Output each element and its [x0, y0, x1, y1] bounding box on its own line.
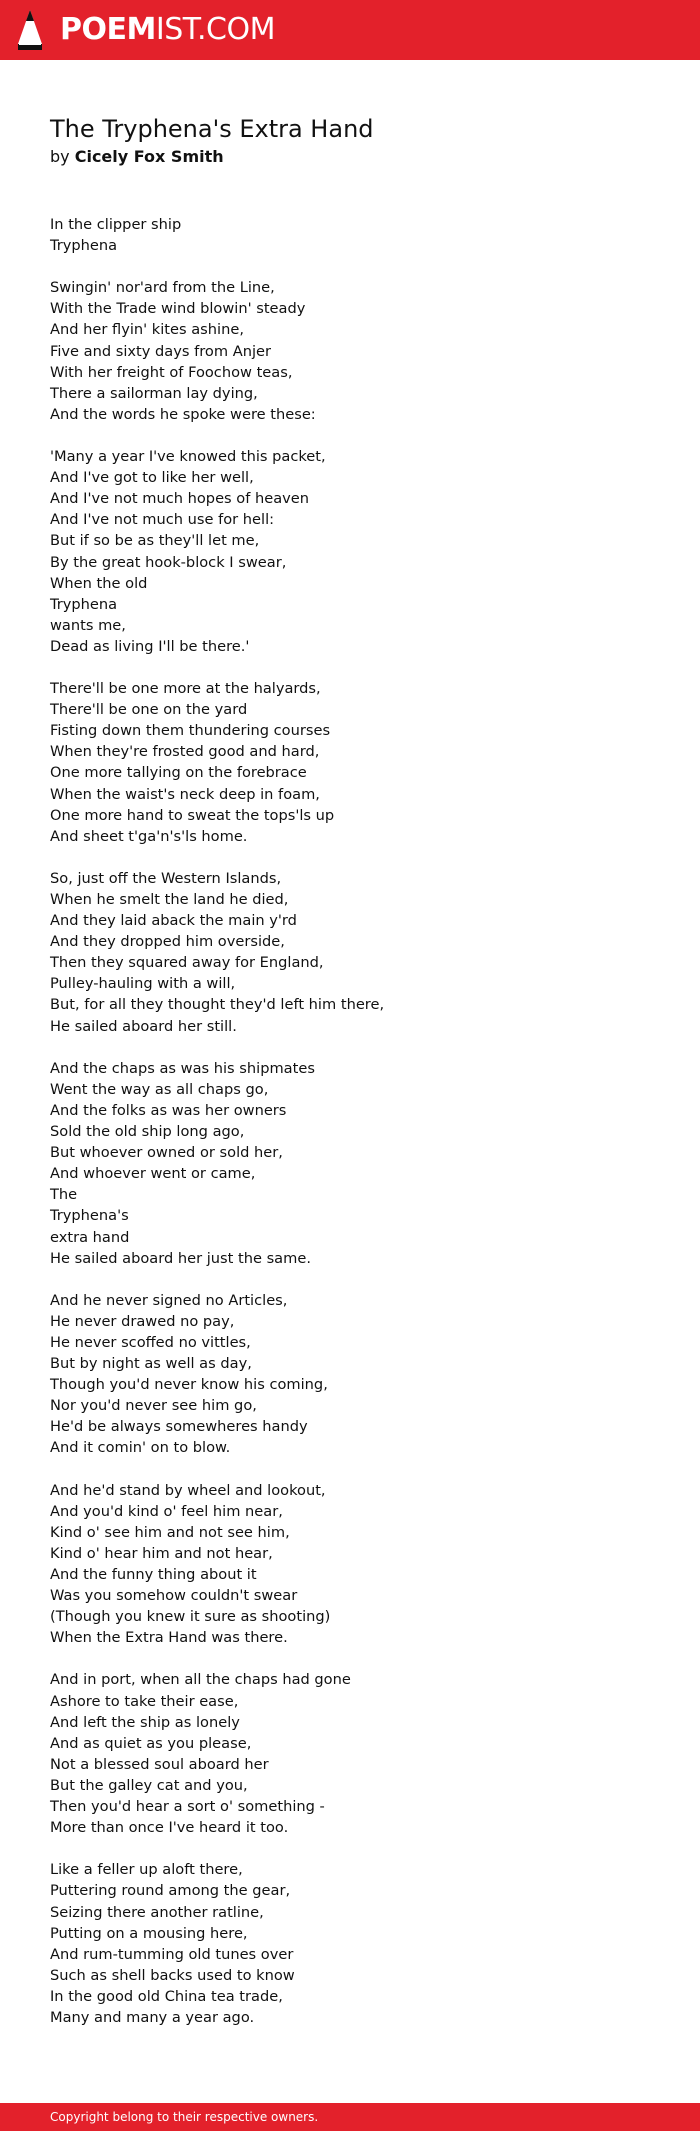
poem-line: He sailed aboard her still. — [50, 1017, 237, 1035]
poem-title: The Tryphena's Extra Hand — [50, 115, 374, 143]
poem-line: And her flyin' kites ashine, — [50, 321, 244, 339]
poem-line: Such as shell backs used to know — [50, 1966, 295, 1984]
poem-stanza — [50, 1058, 650, 1269]
poem-line: And as quiet as you please, — [50, 1734, 252, 1752]
poem-line: When the waist's neck deep in foam, — [50, 785, 320, 803]
poem-stanza — [50, 277, 650, 425]
poem-stanza — [50, 1290, 650, 1459]
poem-line: And I've got to like her well, — [50, 469, 254, 487]
poem-line: But if so be as they'll let me, — [50, 532, 260, 550]
poem-line: And I've not much use for hell: — [50, 511, 275, 529]
poem-stanza — [50, 678, 650, 847]
poem-line: He'd be always somewheres handy — [50, 1418, 308, 1436]
poem-line: Swingin' nor'ard from the Line, — [50, 279, 275, 297]
poem-line: One more tallying on the forebrace — [50, 764, 307, 782]
poem-line: Dead as living I'll be there.' — [50, 637, 250, 655]
poem-line: With her freight of Foochow teas, — [50, 363, 293, 381]
poem-line: And I've not much hopes of heaven — [50, 490, 310, 508]
poem-line: 'Many a year I've knowed this packet, — [50, 448, 326, 466]
poem-line: By the great hook-block I swear, — [50, 553, 287, 571]
poem-line: He never scoffed no vittles, — [50, 1333, 251, 1351]
logo-bold-text: POEM — [60, 12, 156, 47]
author-name[interactable]: Cicely Fox Smith — [74, 147, 224, 166]
poem-line: wants me, — [50, 616, 126, 634]
poem-line: But whoever owned or sold her, — [50, 1144, 283, 1162]
poem-line: Puttering round among the gear, — [50, 1882, 291, 1900]
byline — [50, 146, 650, 168]
poem-line: When the old — [50, 574, 148, 592]
poem-line: And left the ship as lonely — [50, 1713, 240, 1731]
poem-stanza — [50, 1859, 650, 2028]
poem-line: But by night as well as day, — [50, 1355, 252, 1373]
poem-line: And he'd stand by wheel and lookout, — [50, 1481, 326, 1499]
poem-line: Tryphena's — [50, 1207, 129, 1225]
poem-line: And in port, when all the chaps had gone — [50, 1671, 351, 1689]
poem-line: extra hand — [50, 1228, 130, 1246]
poem-line: There a sailorman lay dying, — [50, 384, 258, 402]
by-label: by — [50, 147, 70, 166]
site-logo[interactable] — [60, 14, 275, 46]
site-header — [0, 0, 700, 60]
poem-line: Though you'd never know his coming, — [50, 1376, 328, 1394]
poem-line: In the clipper ship — [50, 216, 182, 233]
poem-line: There'll be one on the yard — [50, 701, 248, 719]
poem-line: Then they squared away for England, — [50, 954, 324, 972]
poem-line: And sheet t'ga'n's'ls home. — [50, 827, 248, 845]
poem-line: Tryphena — [50, 595, 118, 613]
poem-stanza — [50, 1669, 650, 1838]
poem-line: And he never signed no Articles, — [50, 1291, 288, 1309]
poem-line: Pulley-hauling with a will, — [50, 975, 236, 993]
poem-line: But, for all they thought they'd left him there, — [50, 996, 385, 1014]
poem-stanza — [50, 446, 650, 657]
poem-line: One more hand to sweat the tops'ls up — [50, 806, 335, 824]
poem-line: With the Trade wind blowin' steady — [50, 300, 306, 318]
poem-line: And the folks as was her owners — [50, 1101, 287, 1119]
poem-line: Like a feller up aloft there, — [50, 1861, 243, 1879]
poem-line: And it comin' on to blow. — [50, 1439, 231, 1457]
copyright-text: Copyright belong to their respective owners. — [50, 2110, 319, 2124]
logo-light-text: IST.COM — [155, 12, 275, 47]
poem-line: And the funny thing about it — [50, 1566, 257, 1583]
poem-body — [50, 214, 650, 2028]
poem-line: When the Extra Hand was there. — [50, 1629, 288, 1647]
poem-line: When they're frosted good and hard, — [50, 743, 320, 761]
poem-line: Went the way as all chaps go, — [50, 1080, 269, 1098]
poem-line: Putting on a mousing here, — [50, 1924, 248, 1942]
poem-line: Kind o' see him and not see him, — [50, 1523, 290, 1541]
poem-stanza — [50, 214, 650, 256]
poem-stanza — [50, 1480, 650, 1649]
poem-line: Many and many a year ago. — [50, 2008, 255, 2026]
poem-line: Sold the old ship long ago, — [50, 1123, 245, 1141]
poem-line: Ashore to take their ease, — [50, 1692, 239, 1710]
poem-line: And the chaps as was his shipmates — [50, 1059, 315, 1077]
poem-line: There'll be one more at the halyards, — [50, 680, 321, 698]
poem-container — [50, 112, 650, 2049]
site-footer — [0, 2103, 700, 2131]
poem-line: Five and sixty days from Anjer — [50, 342, 271, 360]
poem-line: He sailed aboard her just the same. — [50, 1249, 311, 1267]
poem-line: In the good old China tea trade, — [50, 1987, 283, 2005]
poem-line: And the words he spoke were these: — [50, 405, 316, 423]
poem-line: The — [50, 1186, 78, 1204]
poem-line: And rum-tumming old tunes over — [50, 1945, 294, 1963]
poem-line: Kind o' hear him and not hear, — [50, 1544, 273, 1562]
pencil-tip-icon[interactable] — [17, 10, 43, 50]
poem-line: He never drawed no pay, — [50, 1312, 235, 1330]
poem-line: And you'd kind o' feel him near, — [50, 1502, 283, 1520]
poem-line: Not a blessed soul aboard her — [50, 1755, 269, 1773]
poem-stanza — [50, 868, 650, 1037]
poem-line: Tryphena — [50, 237, 118, 255]
poem-line: Fisting down them thundering courses — [50, 722, 331, 740]
poem-line: And whoever went or came, — [50, 1165, 256, 1183]
poem-line: And they laid aback the main y'rd — [50, 912, 297, 930]
poem-line: When he smelt the land he died, — [50, 891, 289, 908]
poem-line: More than once I've heard it too. — [50, 1819, 289, 1837]
poem-line: So, just off the Western Islands, — [50, 869, 282, 887]
poem-line: And they dropped him overside, — [50, 933, 285, 951]
poem-line: Was you somehow couldn't swear — [50, 1587, 298, 1605]
poem-line: Then you'd hear a sort o' something - — [50, 1798, 325, 1816]
poem-line: Seizing there another ratline, — [50, 1903, 264, 1921]
poem-line: Nor you'd never see him go, — [50, 1397, 257, 1415]
poem-line: But the galley cat and you, — [50, 1776, 248, 1794]
poem-line: (Though you knew it sure as shooting) — [50, 1608, 331, 1626]
